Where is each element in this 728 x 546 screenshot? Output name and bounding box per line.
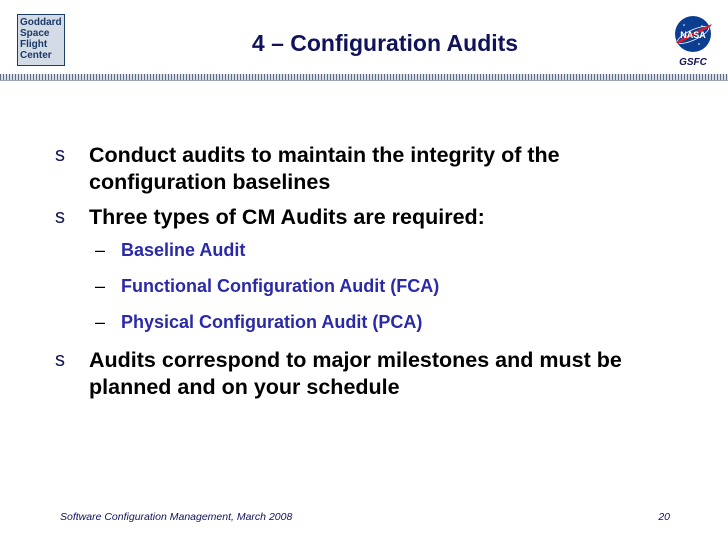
slide-title: 4 – Configuration Audits	[251, 30, 519, 56]
gsfc-logo-line-3: Flight	[20, 39, 48, 50]
footer-source: Software Configuration Management, March 2008	[60, 511, 293, 523]
sub-bullet-text: Baseline Audit	[121, 240, 246, 260]
sub-bullet-dash: –	[95, 276, 106, 296]
bullet-item	[55, 204, 695, 231]
bullet-marker: s	[55, 206, 65, 228]
gsfc-logo-line-1: Goddard	[20, 17, 62, 28]
sub-bullet-list	[55, 239, 695, 333]
page-number: 20	[658, 511, 670, 523]
bullet-marker: s	[55, 349, 65, 371]
gsfc-logo-line-2: Space	[20, 28, 50, 39]
header-rule-line	[0, 80, 728, 81]
sub-bullet-dash: –	[95, 240, 106, 260]
bullet-text: Three types of CM Audits are required:	[89, 205, 485, 229]
sub-bullet-dash: –	[95, 312, 106, 332]
gsfc-logo	[17, 14, 65, 66]
gsfc-logo-line-4: Center	[20, 50, 52, 61]
sub-bullet-item	[55, 239, 695, 261]
bullet-text: Conduct audits to maintain the integrity of the configuration baselines	[89, 143, 560, 194]
sub-bullet-item	[55, 311, 695, 333]
bullet-item	[55, 347, 695, 401]
sub-bullet-item	[55, 275, 695, 297]
gsfc-label: GSFC	[679, 57, 707, 68]
svg-text:NASA: NASA	[680, 30, 706, 40]
bullet-marker: s	[55, 144, 65, 166]
bullet-text: Audits correspond to major milestones and must be planned and on your schedule	[89, 348, 622, 399]
sub-bullet-text: Functional Configuration Audit (FCA)	[121, 276, 440, 296]
nasa-meatball-icon	[672, 14, 714, 54]
bullet-item	[55, 142, 695, 196]
slide-body	[55, 142, 695, 409]
sub-bullet-text: Physical Configuration Audit (PCA)	[121, 312, 423, 332]
